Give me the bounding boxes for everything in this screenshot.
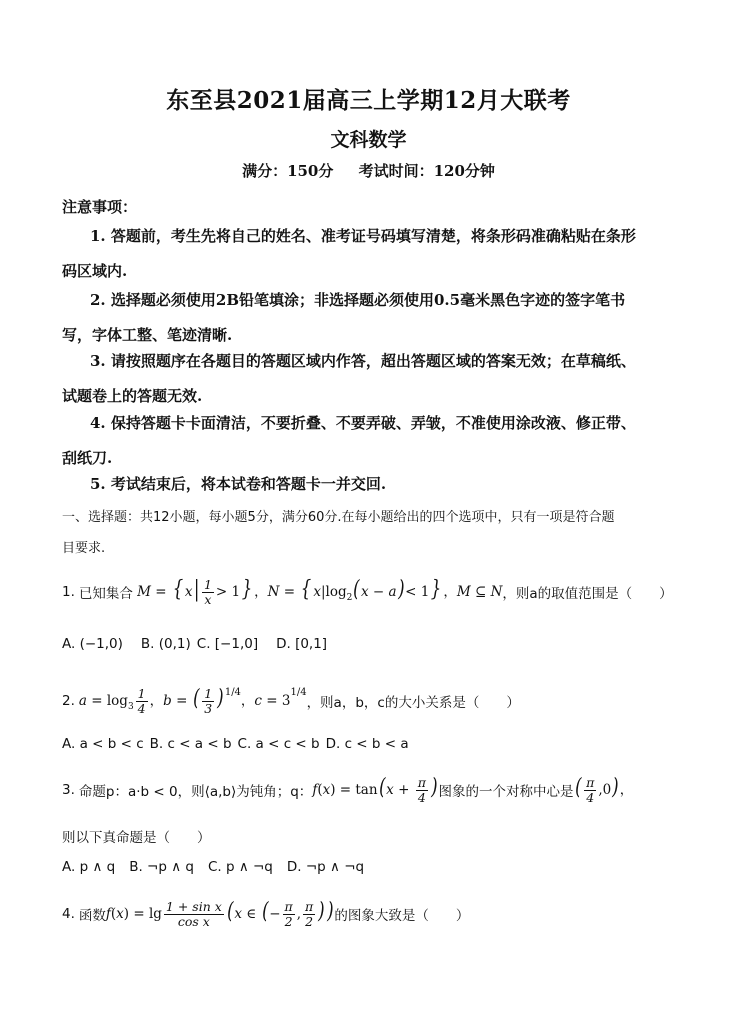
q4-function-formula: f(x) = lg $\frac{\text{1 + sin x}}{\text{cos x}}$ (x ∈ (− $\frac{\pi}{2}$ , $\frac{\pi}{2}$ )) xyxy=(105,898,334,929)
notice-item-4-line2: 刮纸刀. xyxy=(62,449,113,467)
page-subtitle: 文科数学 xyxy=(330,129,407,151)
question-4-ask: 的图象大致是（ ） xyxy=(334,908,470,924)
question-1-ask: ，则a的取值范围是（ ） xyxy=(502,586,673,602)
q1-option-d: D. [0,1] xyxy=(276,636,328,652)
full-marks: 满分：150分 xyxy=(242,162,334,180)
section-line2: 目要求. xyxy=(62,541,106,556)
notice-item-5-line1: 5. 考试结束后，将本试卷和答题卡一并交回. xyxy=(90,475,387,493)
set-M-formula: M = { x| $\frac{1}{x}$ > 1} ，N = { $x|\log_2(x - a)< 1$} ，M ⊆ N xyxy=(132,576,503,607)
q1-option-b: B. (0,1) xyxy=(140,636,191,652)
q1-option-a: A. (−1,0) xyxy=(62,636,123,652)
question-3 xyxy=(62,768,702,812)
question-3-center-text: 图象的一个对称中心是 xyxy=(438,784,574,800)
q2-option-b: B. c < a < b xyxy=(149,736,232,752)
question-4-number: 4. xyxy=(62,906,75,922)
q3-option-d: D. ¬p ∧ ¬q xyxy=(286,859,365,875)
question-2-ask: ，则a，b，c的大小关系是（ ） xyxy=(306,695,520,711)
notice-item-3-line1: 3. 请按照题序在各题目的答题区域内作答，超出答题区域的答案无效；在草稿纸、 xyxy=(90,352,636,370)
question-1 xyxy=(62,570,702,614)
q3-function-formula: f(x) = tan(x + $\frac{\pi}{4}$ ) xyxy=(312,774,438,805)
question-3-number: 3. xyxy=(62,782,75,798)
notice-item-2-line2: 写，字体工整、笔迹清晰. xyxy=(62,326,233,344)
section-line1: 一、选择题：共12小题，每小题5分，满分60分.在每小题给出的四个选项中，只有一项是符合题 xyxy=(62,510,615,525)
notice-heading: 注意事项： xyxy=(62,198,138,216)
q3-center-point: ( $\frac{\pi}{4}$ ,0)， xyxy=(574,774,634,805)
page-title: 东至县2021届高三上学期12月大联考 xyxy=(166,87,571,114)
notice-item-2 xyxy=(62,283,682,353)
question-3-options xyxy=(62,854,702,880)
q3-option-a: A. p ∧ q xyxy=(62,859,116,875)
question-1-number: 1. xyxy=(62,584,75,600)
notice-item-1-line2: 码区域内. xyxy=(62,262,128,280)
q3-option-b: B. ¬p ∧ q xyxy=(129,859,194,875)
exam-meta xyxy=(0,160,737,181)
notice-item-1-line1: 1. 答题前，考生先将自己的姓名、准考证号码填写清楚，将条形码准确粘贴在条形 xyxy=(90,227,636,245)
question-2-number: 2. xyxy=(62,693,75,709)
question-3-line2: 则以下真命题是（ ） xyxy=(62,830,211,846)
question-2-options xyxy=(62,732,702,756)
notice-item-3-line2: 试题卷上的答题无效. xyxy=(62,387,203,405)
notice-item-2-line1: 2. 选择题必须使用2B铅笔填涂；非选择题必须使用0.5毫米黑色字迹的签字笔书 xyxy=(90,291,626,309)
notice-item-4-line1: 4. 保持答题卡卡面清洁，不要折叠、不要弄破、弄皱，不准使用涂改液、修正带、 xyxy=(90,414,636,432)
q2-formula: $a = \log_3$ $\frac{1}{4}$ ，b = ( $\frac{1}{3}$ )$^{1/4}$，$c = 3^{1/4}$ xyxy=(78,685,307,716)
notice-item-5 xyxy=(62,467,682,502)
question-2 xyxy=(62,676,702,726)
notice-item-4 xyxy=(62,406,682,476)
question-1-stem: 已知集合 xyxy=(78,586,133,602)
question-4-stem: 函数 xyxy=(78,908,106,924)
section-heading xyxy=(62,502,692,564)
notice-item-1 xyxy=(62,219,682,289)
q2-option-d: D. c < b < a xyxy=(325,736,409,752)
q3-option-c: C. p ∧ ¬q xyxy=(207,859,273,875)
q2-option-c: C. a < c < b xyxy=(237,736,320,752)
question-3-stem: 命题p：a·b < 0，则⟨a,b⟩为钝角；q： xyxy=(78,784,313,800)
q2-option-a: A. a < b < c xyxy=(62,736,144,752)
question-1-options xyxy=(62,630,702,658)
exam-time: 考试时间：120分钟 xyxy=(358,162,495,180)
notice-item-3 xyxy=(62,344,682,414)
q1-option-c: C. [−1,0] xyxy=(196,636,259,652)
question-4 xyxy=(62,890,702,938)
